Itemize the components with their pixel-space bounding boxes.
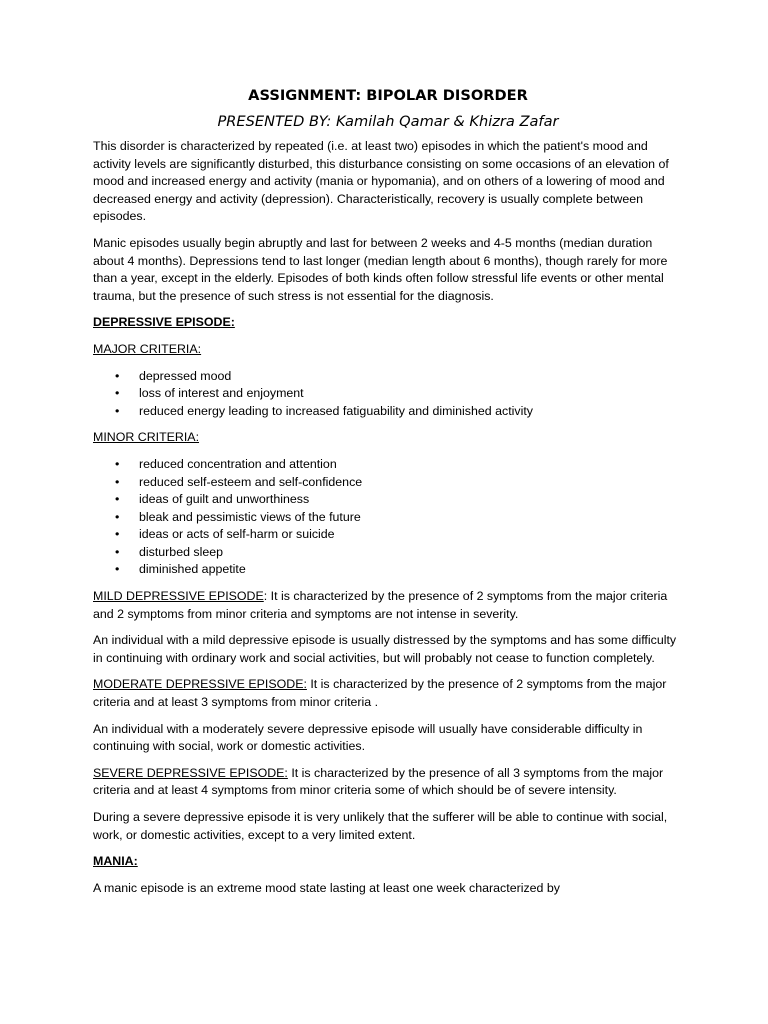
severe-episode-text: It is characterized by the presence of all 3 symptoms from the major criteria and at least 4 symptoms from minor criteria some of which should be of severe intensity. <box>93 765 664 798</box>
document-title: ASSIGNMENT: BIPOLAR DISORDER <box>248 87 528 104</box>
mild-episode-paragraph: An individual with a mild depressive episode is usually distressed by the symptoms and has some difficulty in continuing with ordinary work and social activities, but will probably not cease to function completely. <box>93 633 677 665</box>
bullet-icon: • <box>115 492 120 507</box>
bullet-icon: • <box>115 403 120 418</box>
list-item-text: ideas of guilt and unworthiness <box>139 492 310 507</box>
list-item-text: disturbed sleep <box>139 544 224 559</box>
severe-episode-definition <box>93 765 683 800</box>
document-subtitle: PRESENTED BY: Kamilah Qamar & Khizra Zafar <box>217 113 559 130</box>
severe-episode-label: SEVERE DEPRESSIVE EPISODE: <box>93 765 288 780</box>
minor-criteria-heading <box>93 429 683 447</box>
bullet-icon: • <box>115 527 120 542</box>
list-item <box>93 474 683 492</box>
major-criteria-heading <box>93 341 683 359</box>
bullet-icon: • <box>115 474 120 489</box>
severe-episode-paragraph: During a severe depressive episode it is very unlikely that the sufferer will be able to continue with social, work, or domestic activities, except to a very limited extent. <box>93 810 668 842</box>
list-item <box>93 526 683 544</box>
bullet-icon: • <box>115 386 120 401</box>
list-item-text: depressed mood <box>139 368 232 383</box>
depressive-episode-heading <box>93 314 683 332</box>
depressive-episode-heading-text: DEPRESSIVE EPISODE: <box>93 315 235 330</box>
intro-paragraph-1: This disorder is characterized by repeated (i.e. at least two) episodes in which the patient's mood and activity levels are significantly disturbed, this disturbance consisting on some occasions of an elevation of mood and increased energy and activity (mania or hypomania), and on others of a lowering of mood and decreased energy and activity (depression). Characteristically, recovery is usually complete between episodes. <box>93 139 669 224</box>
list-item <box>93 368 683 386</box>
list-item <box>93 456 683 474</box>
mild-episode-definition <box>93 588 683 623</box>
list-item <box>93 544 683 562</box>
bullet-icon: • <box>115 544 120 559</box>
document-page <box>93 86 683 906</box>
mania-heading <box>93 853 683 871</box>
list-item-text: reduced concentration and attention <box>139 456 337 471</box>
list-item-text: reduced energy leading to increased fatiguability and diminished activity <box>139 403 533 418</box>
minor-criteria-list <box>93 456 683 579</box>
list-item-text: bleak and pessimistic views of the future <box>139 509 361 524</box>
bullet-icon: • <box>115 456 120 471</box>
mania-paragraph: A manic episode is an extreme mood state lasting at least one week characterized by <box>93 880 560 895</box>
list-item-text: ideas or acts of self-harm or suicide <box>139 527 335 542</box>
minor-criteria-heading-text: MINOR CRITERIA: <box>93 430 200 445</box>
moderate-episode-definition <box>93 676 683 711</box>
major-criteria-heading-text: MAJOR CRITERIA: <box>93 341 202 356</box>
moderate-episode-label: MODERATE DEPRESSIVE EPISODE: <box>93 677 307 692</box>
list-item <box>93 385 683 403</box>
mild-episode-text: : It is characterized by the presence of 2 symptoms from the major criteria and 2 symptoms from minor criteria and symptoms are not intense in severity. <box>93 589 668 621</box>
list-item-text: diminished appetite <box>139 562 246 577</box>
bullet-icon: • <box>115 562 120 577</box>
bullet-icon: • <box>115 368 120 383</box>
bullet-icon: • <box>115 509 120 524</box>
list-item-text: reduced self-esteem and self-confidence <box>139 474 363 489</box>
list-item-text: loss of interest and enjoyment <box>139 386 304 401</box>
major-criteria-list <box>93 368 683 421</box>
list-item <box>93 561 683 579</box>
intro-paragraph-2: Manic episodes usually begin abruptly and last for between 2 weeks and 4-5 months (median duration about 4 months). Depressions tend to last longer (median length about 6 months), though rarely for more than a year, except in the elderly. Episodes of both kinds often follow stressful life events or other mental trauma, but the presence of such stress is not essential for the diagnosis. <box>93 235 668 303</box>
mild-episode-label: MILD DEPRESSIVE EPISODE <box>93 589 264 604</box>
moderate-episode-paragraph: An individual with a moderately severe depressive episode will usually have considerable difficulty in continuing with social, work or domestic activities. <box>93 721 643 754</box>
list-item <box>93 509 683 527</box>
list-item <box>93 403 683 421</box>
list-item <box>93 491 683 509</box>
mania-heading-text: MANIA: <box>93 854 138 869</box>
moderate-episode-text: It is characterized by the presence of 2 symptoms from the major criteria and at least 3 symptoms from minor criteria . <box>93 677 667 710</box>
